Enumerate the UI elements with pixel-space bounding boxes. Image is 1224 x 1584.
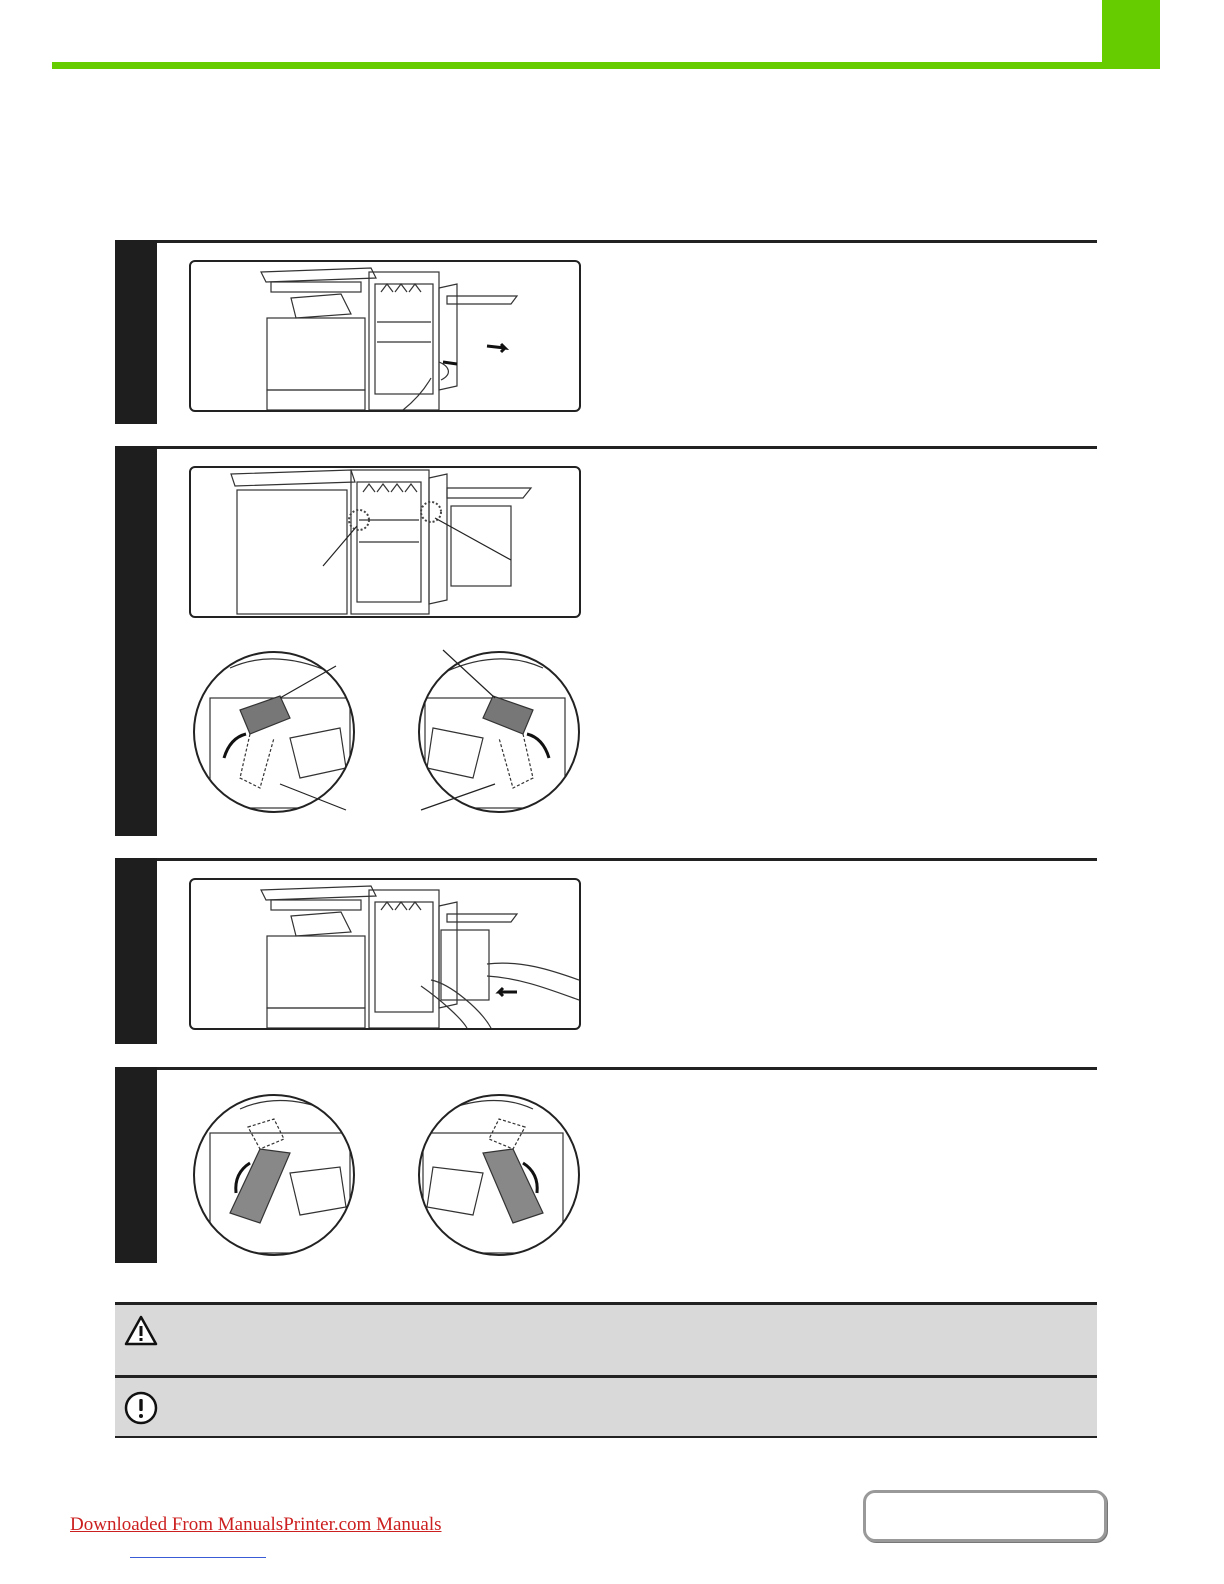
contents-button[interactable] [863, 1490, 1107, 1542]
step-divider [115, 1067, 1097, 1070]
step-divider [115, 240, 1097, 243]
machine-open-side-cover-illustration [191, 262, 579, 410]
header-accent-bar [52, 62, 1160, 69]
fusing-unit-levers-illustration [191, 468, 579, 616]
step-3 [115, 858, 1097, 1044]
important-note [115, 1375, 1097, 1438]
caution-triangle-icon [123, 1313, 159, 1349]
step-2-illustration [189, 466, 581, 618]
step-number-bar [115, 858, 157, 1044]
step-4 [115, 1067, 1097, 1263]
download-source-link[interactable]: Downloaded From ManualsPrinter.com Manuals [70, 1514, 442, 1535]
important-exclamation-icon [123, 1390, 159, 1426]
step-number [115, 240, 157, 252]
left-lever-raise-detail [190, 638, 370, 818]
machine-close-side-cover-illustration [191, 880, 579, 1028]
step-number-bar [115, 446, 157, 836]
step-divider [115, 446, 1097, 449]
link-underline [130, 1557, 266, 1558]
caution-note [115, 1302, 1097, 1377]
right-lever-lower-detail [415, 1083, 595, 1263]
step-number-bar [115, 1067, 157, 1263]
step-3-illustration [189, 878, 581, 1030]
left-lever-lower-detail [190, 1083, 370, 1263]
step-divider [115, 858, 1097, 861]
step-number [115, 446, 157, 458]
step-1 [115, 240, 1097, 424]
step-2 [115, 446, 1097, 836]
right-lever-raise-detail [415, 638, 595, 818]
step-number [115, 1067, 157, 1079]
step-number [115, 858, 157, 870]
step-number-bar [115, 240, 157, 424]
header-chapter-tab[interactable] [1102, 0, 1160, 69]
step-1-illustration [189, 260, 581, 412]
